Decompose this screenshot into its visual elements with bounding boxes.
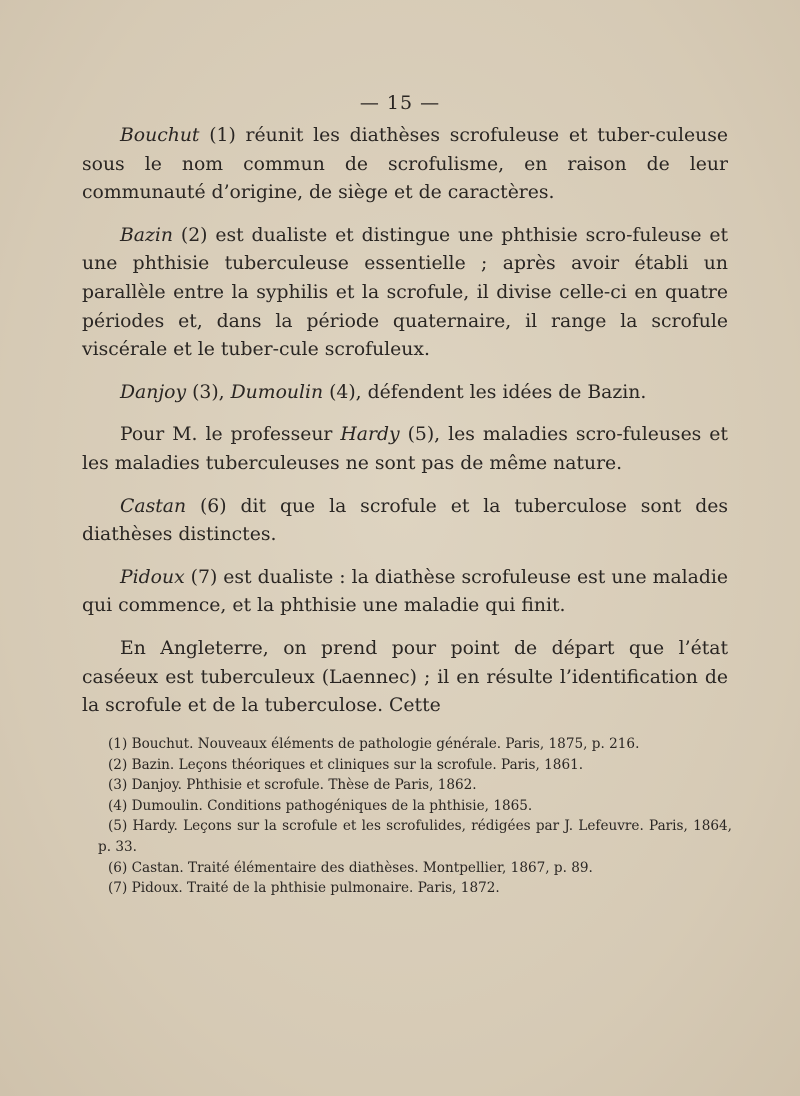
author-name: Danjoy bbox=[120, 381, 187, 403]
footnote: (1) Bouchut. Nouveaux éléments de pathologie générale. Paris, 1875, p. 216. bbox=[108, 736, 640, 752]
footnotes bbox=[98, 734, 732, 899]
paragraph-text: (4), défendent les idées de Bazin. bbox=[323, 381, 647, 403]
author-name: Bazin bbox=[120, 224, 173, 246]
paragraph-pidoux bbox=[82, 564, 728, 621]
footnote: (2) Bazin. Leçons théoriques et cliniques sur la scrofule. Paris, 1861. bbox=[108, 756, 584, 773]
paragraph-text: (5), les maladies scro-fuleuses et les maladies tuberculeuses ne sont pas de même nature. bbox=[82, 424, 728, 474]
paragraph-text: (2) est dualiste et distingue une phthisie scro-fuleuse et une phthisie tuberculeuse essentielle ; après avoir établi un parallèle entre la syphilis et la scrofule, il divise celle-ci en quatre périodes et, dans la période quaternaire, il range la scrofule viscérale et le tuber-cule scrofuleux. bbox=[82, 224, 728, 361]
paragraph-text: (7) est dualiste : la diathèse scrofuleuse est une maladie qui commence, et la phthisie une maladie qui finit. bbox=[82, 566, 728, 617]
paragraph-hardy bbox=[82, 421, 728, 478]
footnote: (5) Hardy. Leçons sur la scrofule et les scrofulides, rédigées par J. Lefeuvre. Paris, 1864, p. 33. bbox=[98, 818, 732, 855]
author-name: Dumoulin bbox=[230, 381, 324, 403]
paragraph-text: (3), bbox=[186, 381, 231, 403]
footnote: (3) Danjoy. Phthisie et scrofule. Thèse de Paris, 1862. bbox=[108, 777, 477, 794]
paragraph-bazin bbox=[82, 222, 728, 365]
body-text bbox=[82, 122, 728, 735]
paragraph-angleterre bbox=[82, 635, 728, 721]
author-name: Bouchut bbox=[120, 125, 200, 146]
page-number: — 15 — bbox=[359, 92, 441, 114]
paragraph-text: Pour M. le professeur bbox=[120, 424, 341, 446]
paragraph-text: En Angleterre, on prend pour point de départ que l’état caséeux est tuberculeux (Laennec) ; il en résulte l’identification de la scrofule et de la tuberculose. Cette bbox=[82, 637, 728, 717]
author-name: Hardy bbox=[340, 424, 400, 446]
author-name: Pidoux bbox=[120, 566, 185, 588]
footnote: (4) Dumoulin. Conditions pathogéniques de la phthisie, 1865. bbox=[108, 797, 533, 814]
author-name: Castan bbox=[120, 495, 187, 517]
paragraph-danjoy-dumoulin bbox=[82, 379, 728, 408]
paragraph-bouchut bbox=[82, 122, 728, 208]
paragraph-castan bbox=[82, 493, 728, 550]
paragraph-text: (6) dit que la scrofule et la tuberculose sont des diathèses distinctes. bbox=[82, 495, 728, 546]
footnote: (7) Pidoux. Traité de la phthisie pulmonaire. Paris, 1872. bbox=[108, 880, 500, 897]
footnote: (6) Castan. Traité élémentaire des diathèses. Montpellier, 1867, p. 89. bbox=[108, 859, 593, 876]
paragraph-text: (1) réunit les diathèses scrofuleuse et tuber-culeuse sous le nom commun de scrofulisme, en raison de leur communauté d’origine, de siège et de caractères. bbox=[82, 125, 728, 204]
